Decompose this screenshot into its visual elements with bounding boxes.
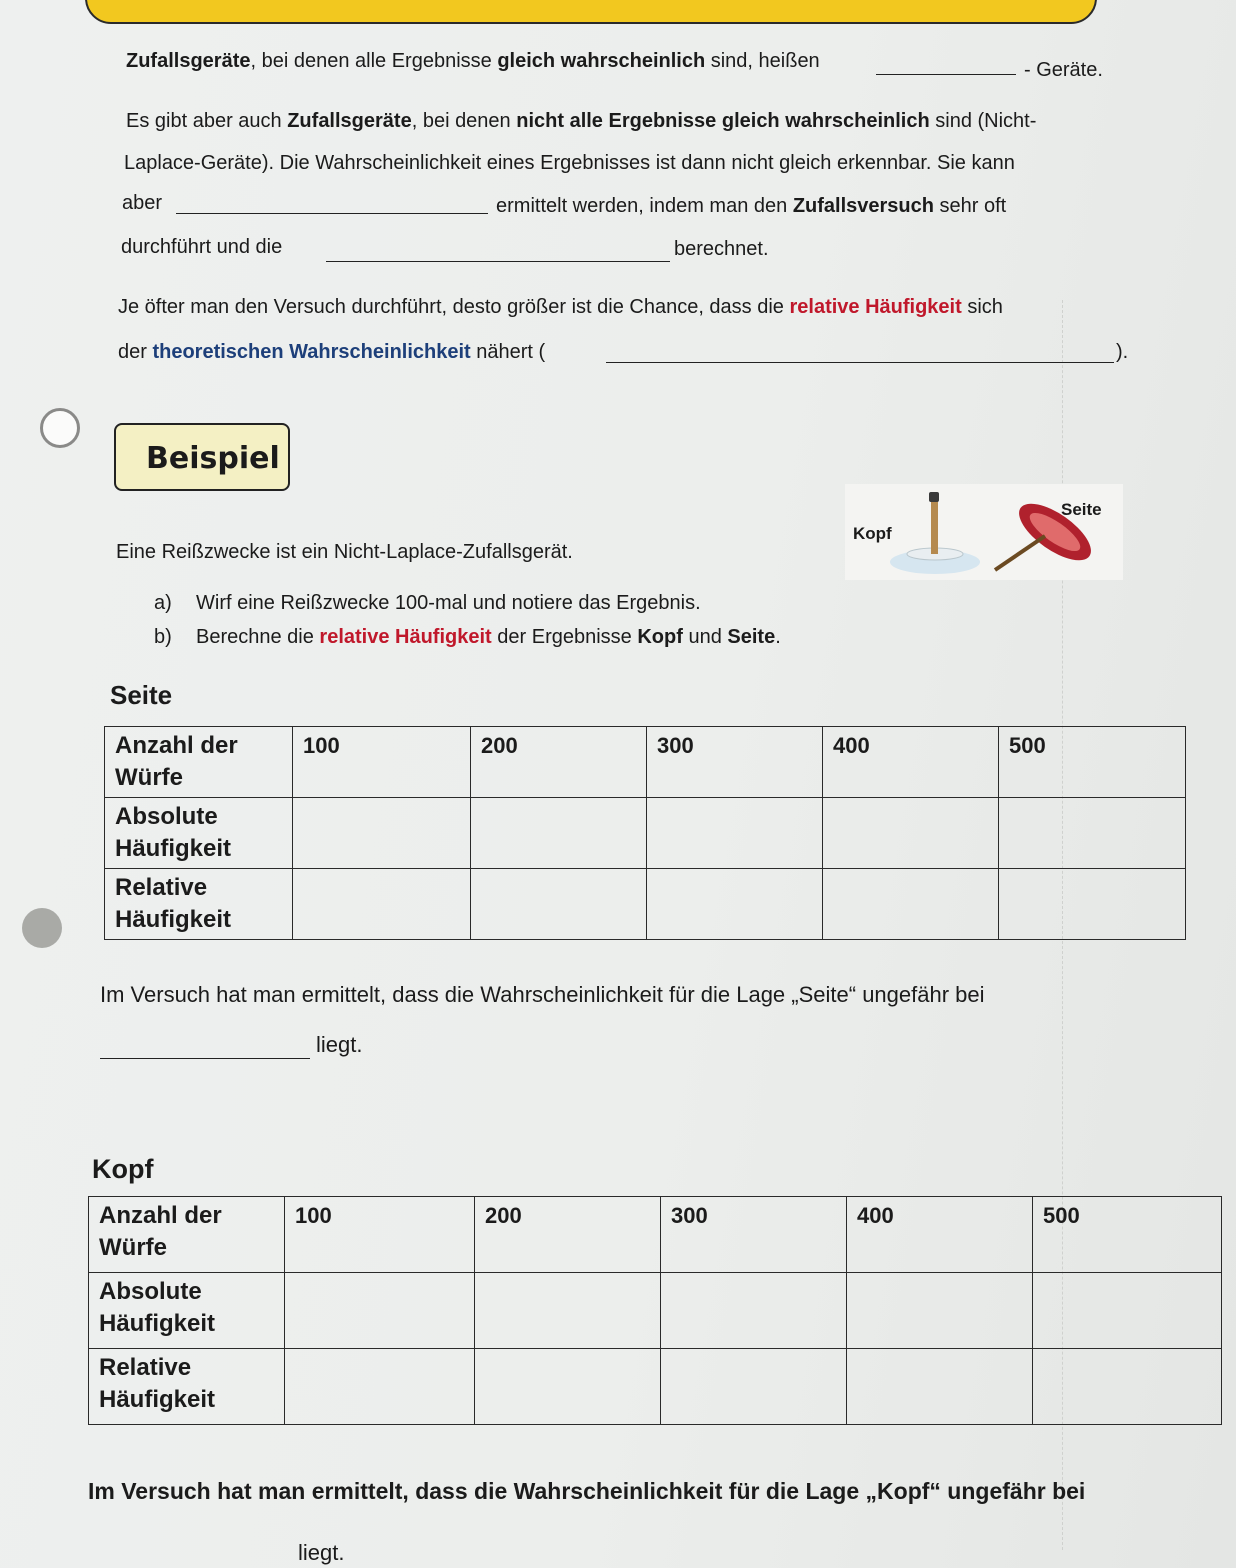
seite-absolute-cell[interactable] <box>293 798 471 869</box>
kopf-col-500: 500 <box>1033 1197 1222 1273</box>
kopf-absolute-cell[interactable] <box>285 1273 475 1349</box>
kopf-conclusion-end: liegt. <box>298 1540 345 1565</box>
task-intro: Eine Reißzwecke ist ein Nicht-Laplace-Zufallsgerät. <box>116 541 573 563</box>
intro-line-6: Je öfter man den Versuch durchführt, desto größer ist die Chance, dass die relative Häufigkeit sich <box>118 296 1003 318</box>
seite-relative-row <box>105 869 1186 940</box>
intro-line-1: Zufallsgeräte, bei denen alle Ergebnisse gleich wahrscheinlich sind, heißen <box>126 50 820 72</box>
kopf-absolute-cell[interactable] <box>661 1273 847 1349</box>
task-a-marker: a) <box>154 592 172 614</box>
seite-col-100: 100 <box>293 727 471 798</box>
kopf-conclusion: Im Versuch hat man ermittelt, dass die Wahrscheinlichkeit für die Lage „Kopf“ ungefähr bei <box>88 1478 1086 1504</box>
intro-line-4-start: aber <box>122 192 163 214</box>
seite-absolute-cell[interactable] <box>999 798 1186 869</box>
punch-hole-bottom <box>22 908 62 948</box>
seite-col-300: 300 <box>647 727 823 798</box>
seite-relative-label: Relative Häufigkeit <box>105 869 293 940</box>
kopf-relative-cell[interactable] <box>661 1349 847 1425</box>
seite-header-label: Anzahl der Würfe <box>105 727 293 798</box>
task-a-text: Wirf eine Reißzwecke 100-mal und notiere das Ergebnis. <box>196 592 701 614</box>
seite-answer-blank[interactable] <box>100 1058 310 1059</box>
intro-line-5-start: durchführt und die <box>121 236 283 258</box>
seite-conclusion: Im Versuch hat man ermittelt, dass die Wahrscheinlichkeit für die Lage „Seite“ ungefähr bei <box>100 982 985 1007</box>
kopf-header-row <box>89 1197 1222 1273</box>
answer-blank-experimentell[interactable] <box>176 213 488 214</box>
seite-absolute-cell[interactable] <box>823 798 999 869</box>
seite-relative-cell[interactable] <box>823 869 999 940</box>
kopf-table <box>88 1196 1222 1425</box>
intro-line-5-end: berechnet. <box>674 238 769 260</box>
illustration-label-kopf: Kopf <box>853 524 892 543</box>
seite-absolute-label: Absolute Häufigkeit <box>105 798 293 869</box>
kopf-relative-cell[interactable] <box>285 1349 475 1425</box>
seite-heading: Seite <box>110 680 173 710</box>
answer-blank-laplace[interactable] <box>876 74 1016 75</box>
yellow-header-banner <box>85 0 1097 24</box>
task-b-text: Berechne die relative Häufigkeit der Ergebnisse Kopf und Seite. <box>196 626 781 648</box>
kopf-relative-cell[interactable] <box>475 1349 661 1425</box>
kopf-col-400: 400 <box>847 1197 1033 1273</box>
seite-header-row <box>105 727 1186 798</box>
kopf-header-label: Anzahl der Würfe <box>89 1197 285 1273</box>
intro-line-7: der theoretischen Wahrscheinlichkeit nähert ( <box>118 341 546 363</box>
seite-conclusion-end: liegt. <box>316 1032 363 1057</box>
seite-table <box>104 726 1186 940</box>
intro-line-3: Laplace-Geräte). Die Wahrscheinlichkeit eines Ergebnisses ist dann nicht gleich erkennbar. Sie kann <box>124 152 1015 174</box>
seite-relative-cell[interactable] <box>293 869 471 940</box>
kopf-absolute-cell[interactable] <box>1033 1273 1222 1349</box>
intro-line-1-end: - Geräte. <box>1024 59 1103 81</box>
seite-relative-cell[interactable] <box>471 869 647 940</box>
kopf-relative-label: Relative Häufigkeit <box>89 1349 285 1425</box>
seite-relative-cell[interactable] <box>999 869 1186 940</box>
seite-col-500: 500 <box>999 727 1186 798</box>
illustration-label-seite: Seite <box>1061 500 1102 519</box>
seite-col-400: 400 <box>823 727 999 798</box>
thumbtack-illustration <box>845 484 1123 580</box>
kopf-heading: Kopf <box>92 1154 154 1184</box>
kopf-relative-cell[interactable] <box>847 1349 1033 1425</box>
answer-blank-haeufigkeit[interactable] <box>326 261 670 262</box>
kopf-absolute-cell[interactable] <box>847 1273 1033 1349</box>
intro-line-2: Es gibt aber auch Zufallsgeräte, bei denen nicht alle Ergebnisse gleich wahrscheinlich sind (Nicht- <box>126 110 1037 132</box>
kopf-absolute-label: Absolute Häufigkeit <box>89 1273 285 1349</box>
kopf-col-300: 300 <box>661 1197 847 1273</box>
seite-absolute-cell[interactable] <box>471 798 647 869</box>
kopf-absolute-row <box>89 1273 1222 1349</box>
kopf-relative-row <box>89 1349 1222 1425</box>
intro-line-7-end: ). <box>1116 341 1129 363</box>
seite-relative-cell[interactable] <box>647 869 823 940</box>
beispiel-badge: Beispiel <box>114 423 290 491</box>
seite-absolute-row <box>105 798 1186 869</box>
kopf-col-200: 200 <box>475 1197 661 1273</box>
seite-absolute-cell[interactable] <box>647 798 823 869</box>
kopf-relative-cell[interactable] <box>1033 1349 1222 1425</box>
intro-line-4-end: ermittelt werden, indem man den Zufallsversuch sehr oft <box>496 195 1007 217</box>
seite-col-200: 200 <box>471 727 647 798</box>
kopf-absolute-cell[interactable] <box>475 1273 661 1349</box>
answer-blank-gesetz[interactable] <box>606 362 1114 363</box>
task-b-marker: b) <box>154 626 172 648</box>
kopf-col-100: 100 <box>285 1197 475 1273</box>
punch-hole-top <box>40 408 80 448</box>
